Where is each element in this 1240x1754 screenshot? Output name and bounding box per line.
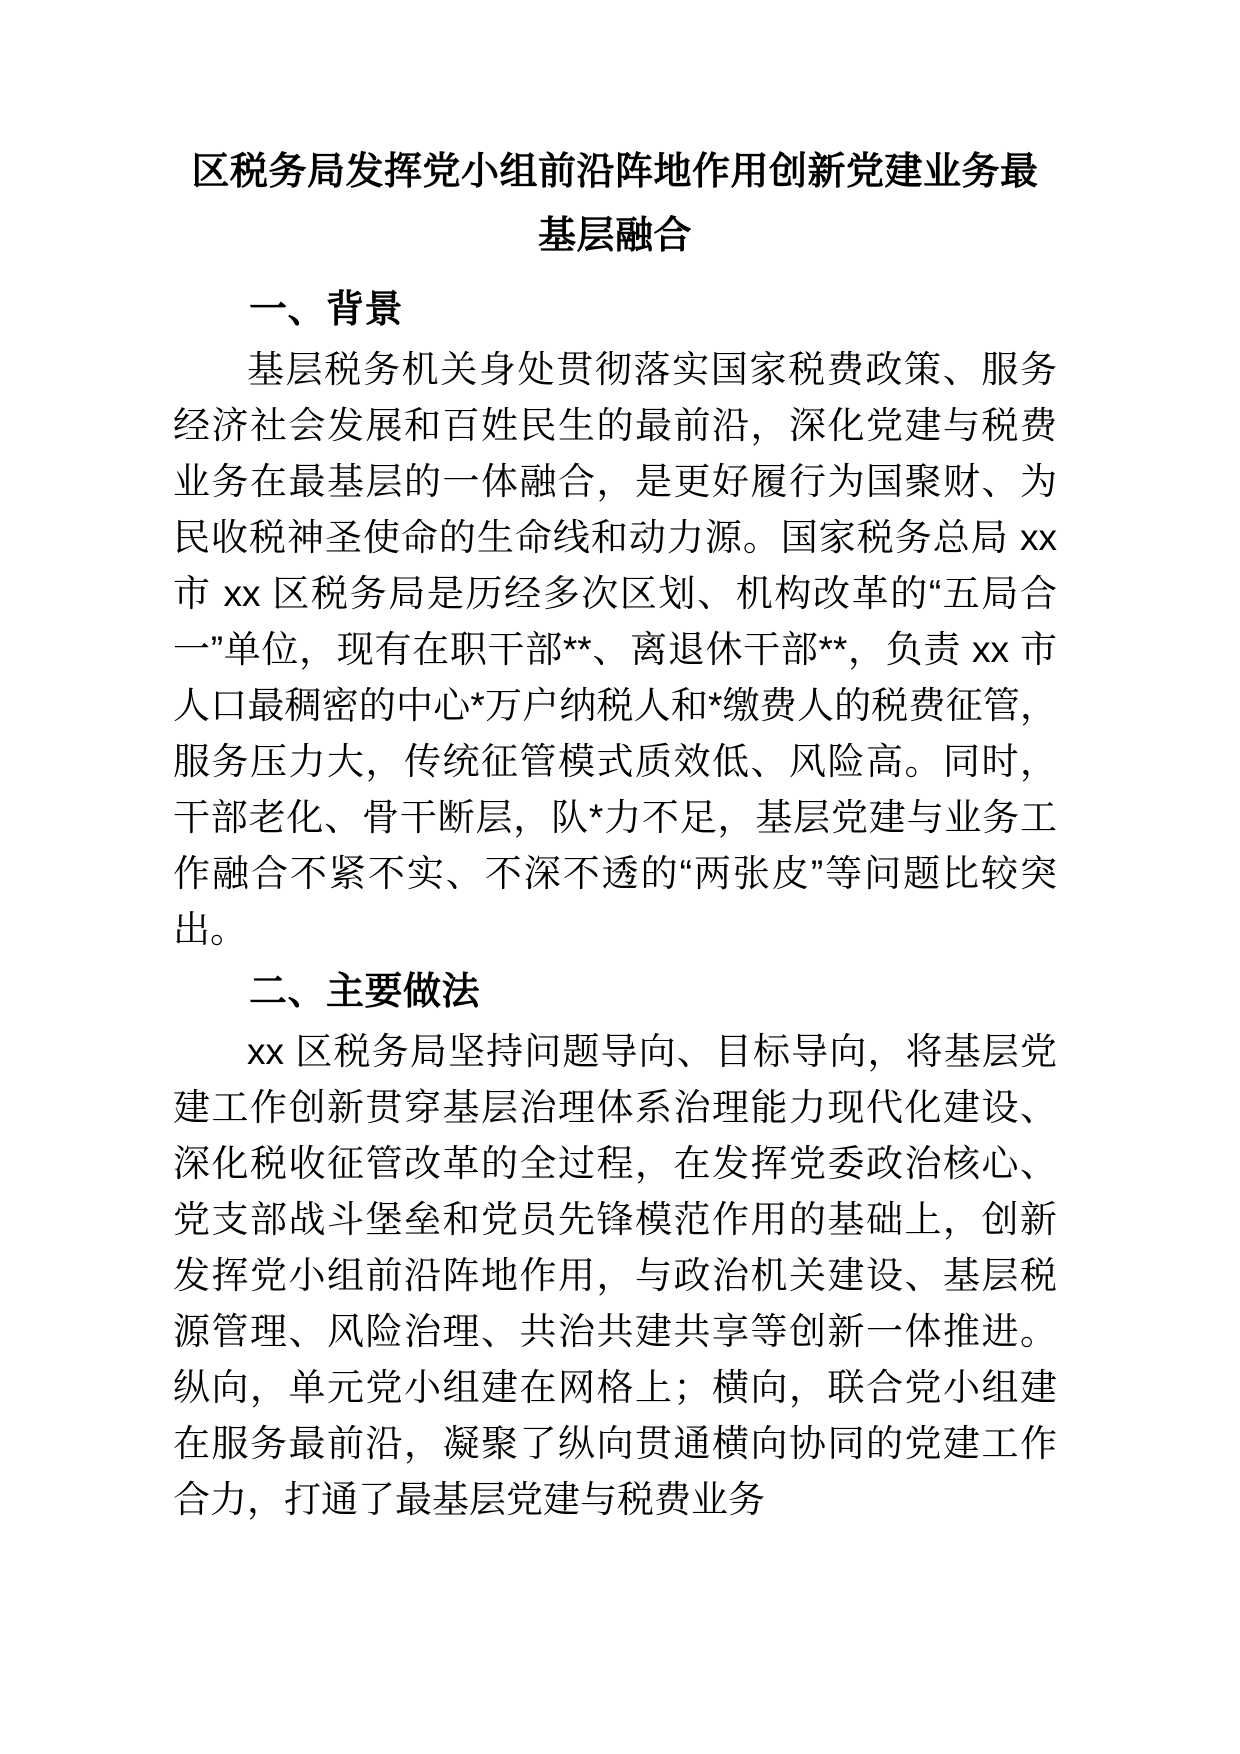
section-background-paragraph-1: 基层税务机关身处贯彻落实国家税费政策、服务经济社会发展和百姓民生的最前沿，深化党建与税费业务在最基层的一体融合，是更好履行为国聚财、为民收税神圣使命的生命线和动力源。国家税务总局 xx 市 xx 区税务局是历经多次区划、机构改革的“五局合一”单位，现有在职干部**、离退休干部**，负责 xx 市人口最稠密的中心*万户纳税人和*缴费人的税费征管，服务压力大，传统征管模式质效低、风险高。同时，干部老化、骨干断层，队*力不足，基层党建与业务工作融合不紧不实、不深不透的“两张皮”等问题比较突出。 <box>173 349 1057 950</box>
document-content <box>173 140 1057 1528</box>
section-heading-background: 一、背景 <box>249 289 404 331</box>
section-heading-main-practices: 二、主要做法 <box>249 971 481 1013</box>
section-main-practices-paragraph-1: xx 区税务局坚持问题导向、目标导向，将基层党建工作创新贯穿基层治理体系治理能力现代化建设、深化税收征管改革的全过程，在发挥党委政治核心、党支部战斗堡垒和党员先锋模范作用的基础上，创新发挥党小组前沿阵地作用，与政治机关建设、基层税源管理、风险治理、共治共建共享等创新一体推进。纵向，单元党小组建在网格上；横向，联合党小组建在服务最前沿，凝聚了纵向贯通横向协同的党建工作合力，打通了最基层党建与税费业务 <box>173 1031 1057 1520</box>
page-title: 区税务局发挥党小组前沿阵地作用创新党建业务最基层融合 <box>191 151 1039 257</box>
